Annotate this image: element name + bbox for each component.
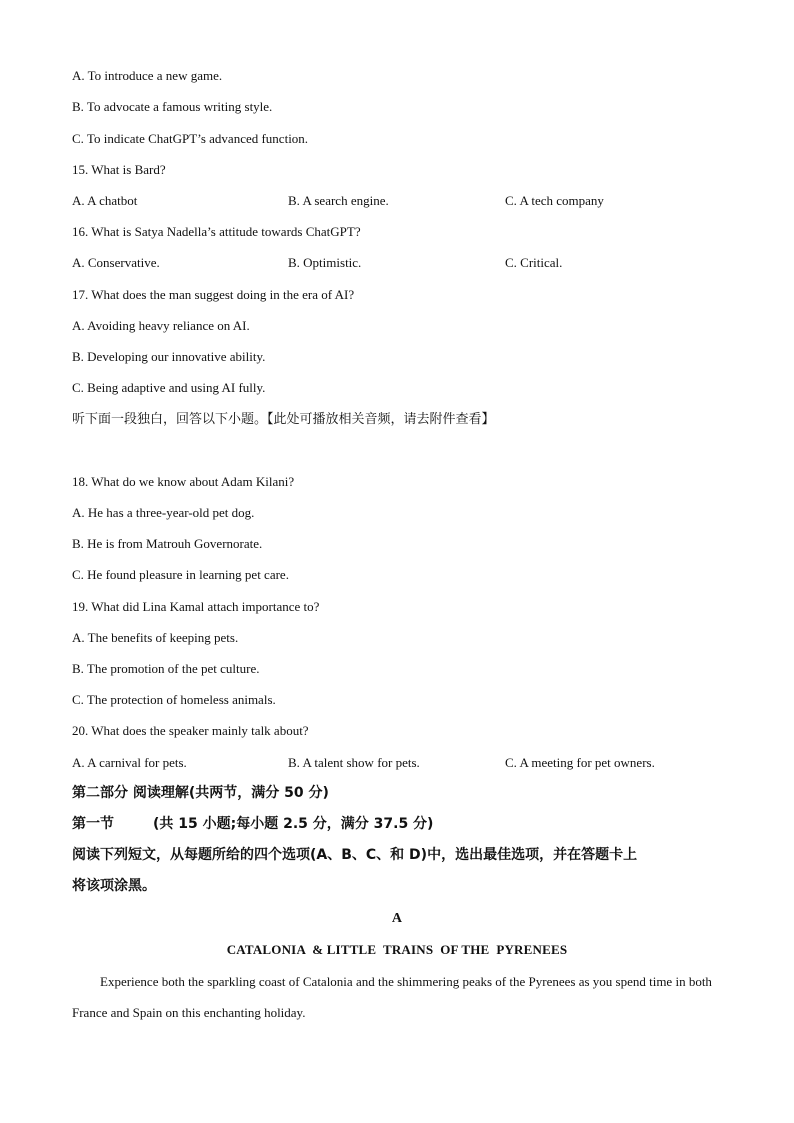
q15-option-a: A. A chatbot: [72, 193, 138, 208]
q20-question: 20. What does the speaker mainly talk about?: [72, 723, 309, 738]
q19-option-b: B. The promotion of the pet culture.: [72, 661, 260, 676]
q15-question: 15. What is Bard?: [72, 162, 166, 177]
q16-question: 16. What is Satya Nadella’s attitude towards ChatGPT?: [72, 224, 361, 239]
q17-option-c: C. Being adaptive and using AI fully.: [72, 380, 266, 395]
q15-option-b: B. A search engine.: [288, 193, 389, 208]
monologue-instruction: 听下面一段独白，回答以下小题。【此处可播放相关音频，请去附件查看】: [72, 412, 495, 427]
q16-option-c: C. Critical.: [505, 255, 563, 270]
section1-heading: 第一节 (共 15 小题;每小题 2.5 分，满分 37.5 分): [72, 816, 434, 832]
q16-option-b: B. Optimistic.: [288, 255, 362, 270]
q20-option-c: C. A meeting for pet owners.: [505, 755, 655, 770]
q14-option-a: A. To introduce a new game.: [72, 68, 223, 83]
q19-question: 19. What did Lina Kamal attach importance to?: [72, 599, 320, 614]
passage-letter: A: [391, 911, 403, 926]
part2-heading: 第二部分 阅读理解(共两节，满分 50 分): [72, 785, 329, 801]
q14-option-b: B. To advocate a famous writing style.: [72, 99, 273, 114]
q19-option-c: C. The protection of homeless animals.: [72, 692, 276, 707]
q14-option-c: C. To indicate ChatGPT’s advanced function.: [72, 131, 309, 146]
q20-option-b: B. A talent show for pets.: [288, 755, 420, 770]
q17-question: 17. What does the man suggest doing in the era of AI?: [72, 287, 355, 302]
q18-option-b: B. He is from Matrouh Governorate.: [72, 536, 263, 551]
reading-instruction-line2: 将该项涂黑。: [72, 878, 156, 894]
q19-option-a: A. The benefits of keeping pets.: [72, 630, 239, 645]
q20-option-a: A. A carnival for pets.: [72, 755, 187, 770]
q18-question: 18. What do we know about Adam Kilani?: [72, 474, 295, 489]
q17-option-b: B. Developing our innovative ability.: [72, 349, 266, 364]
reading-instruction-line1: 阅读下列短文，从每题所给的四个选项(A、B、C、和 D)中，选出最佳选项，并在答题卡上: [72, 847, 638, 863]
q16-option-a: A. Conservative.: [72, 255, 160, 270]
passage-title: CATALONIA & LITTLE TRAINS OF THE PYRENEES: [226, 942, 568, 957]
passage-paragraph: Experience both the sparkling coast of Catalonia and the shimmering peaks of the Pyrenees as you spend time in both France and Spain on this enchanting holiday.: [72, 974, 712, 1020]
q18-option-c: C. He found pleasure in learning pet care.: [72, 567, 289, 582]
q17-option-a: A. Avoiding heavy reliance on AI.: [72, 318, 250, 333]
q18-option-a: A. He has a three-year-old pet dog.: [72, 505, 255, 520]
q15-option-c: C. A tech company: [505, 193, 604, 208]
